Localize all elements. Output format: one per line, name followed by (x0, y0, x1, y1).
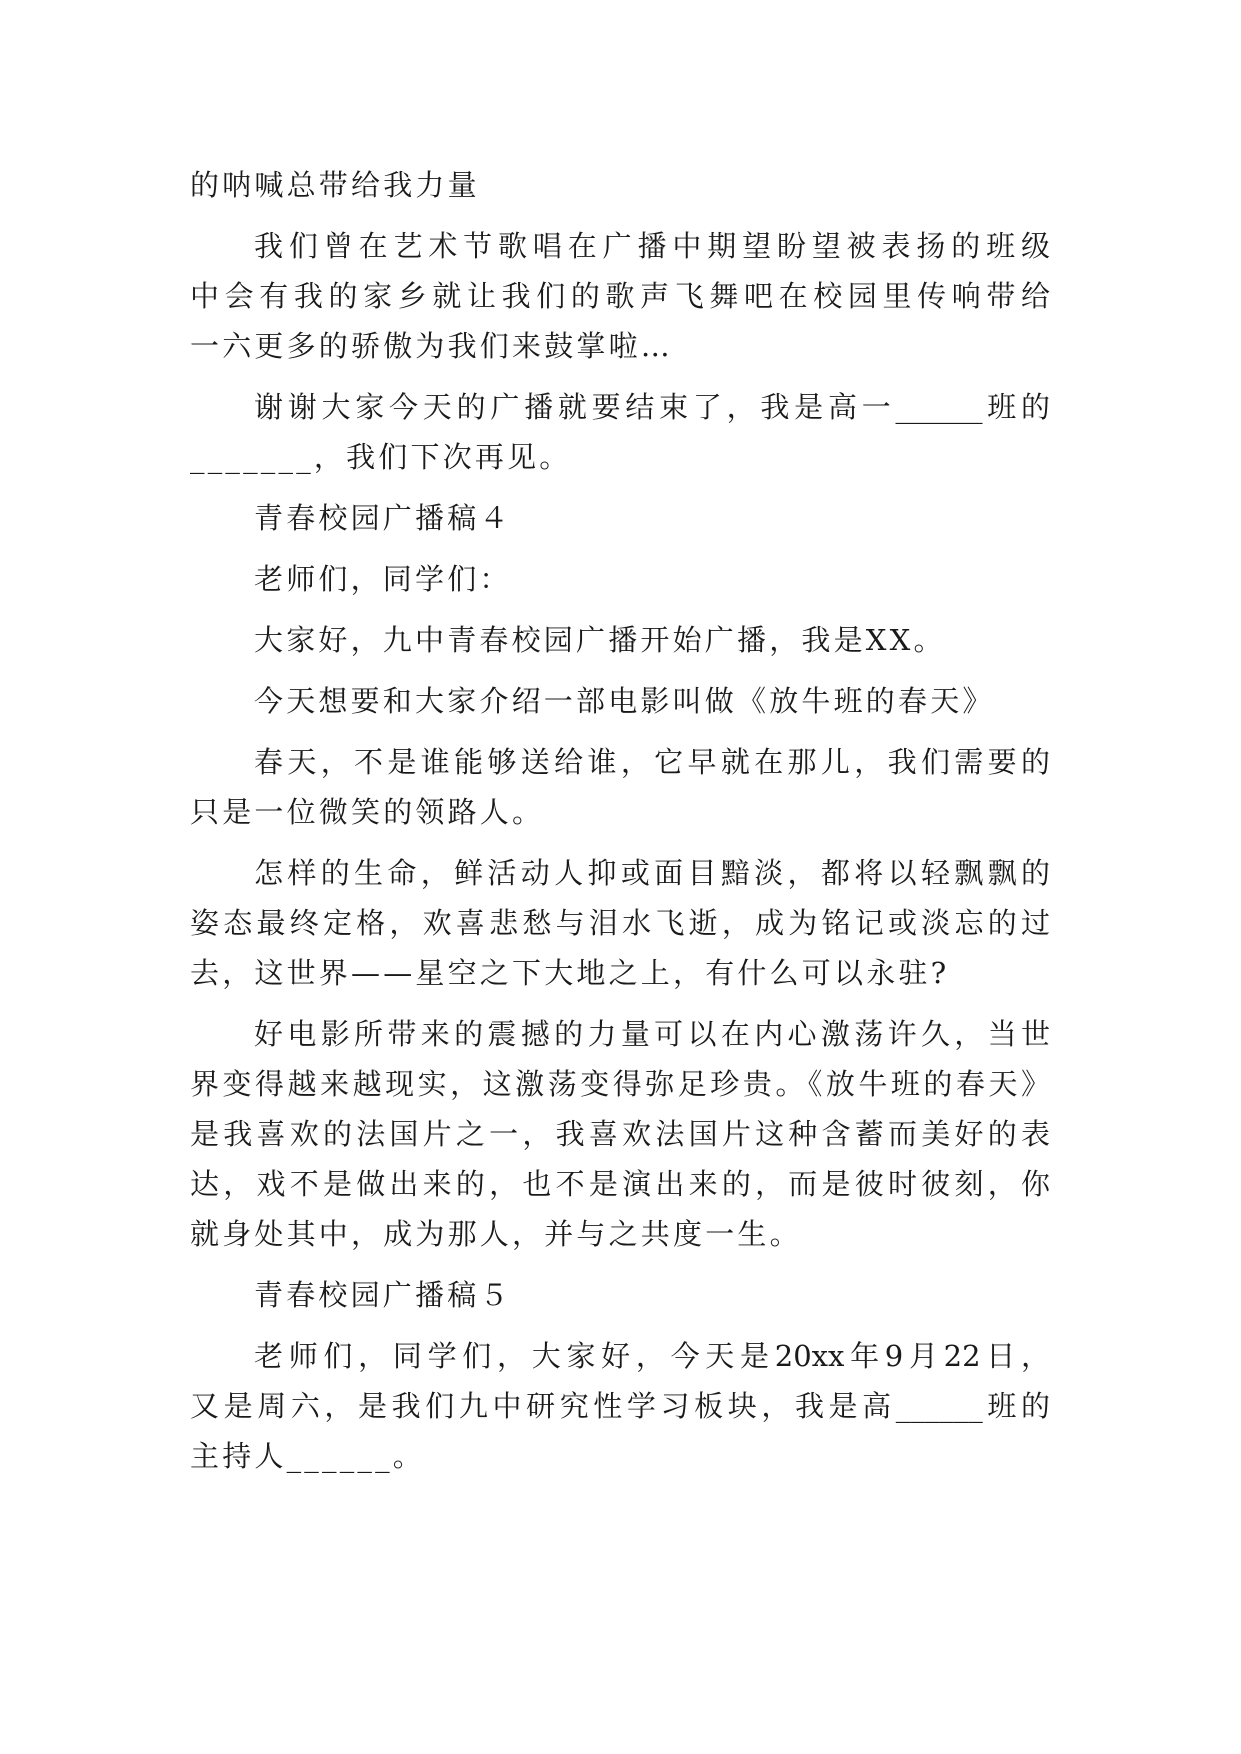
text-line: 只是一位微笑的领路人。 (190, 795, 545, 829)
document-page (190, 160, 1050, 1481)
text-line: 姿态最终定格，欢喜悲愁与泪水飞逝，成为铭记或淡忘的过 (190, 906, 1050, 940)
text-line: 是我喜欢的法国片之一，我喜欢法国片这种含蓄而美好的表 (190, 1117, 1050, 1151)
text-line: 老师们，同学们： (254, 562, 512, 596)
text-line: 达，戏不是做出来的，也不是演出来的，而是彼时彼刻，你 (190, 1167, 1050, 1201)
text-line: 怎样的生命，鲜活动人抑或面目黯淡，都将以轻飘飘的 (254, 856, 1050, 890)
text-line: 主持人______。 (190, 1439, 426, 1473)
section-heading: 青春校园广播稿４ (254, 501, 512, 535)
text-line: 界变得越来越现实，这激荡变得弥足珍贵。《放牛班的春天》 (190, 1067, 1050, 1101)
text-line: 的呐喊总带给我力量 (190, 168, 480, 202)
text-line: 今天想要和大家介绍一部电影叫做《放牛班的春天》 (254, 684, 995, 718)
text-line: 大家好，九中青春校园广播开始广播，我是XX。 (254, 623, 946, 657)
text-line: 又是周六，是我们九中研究性学习板块，我是高______班的 (190, 1389, 1050, 1423)
text-line: 一六更多的骄傲为我们来鼓掌啦… (190, 329, 674, 363)
text-line: 就身处其中，成为那人，并与之共度一生。 (190, 1217, 802, 1251)
text-line: 我们曾在艺术节歌唱在广播中期望盼望被表扬的班级 (254, 229, 1050, 263)
text-line: 老师们，同学们，大家好，今天是20xx年9月22日， (254, 1339, 1050, 1373)
section-heading: 青春校园广播稿５ (254, 1278, 512, 1312)
text-line: 中会有我的家乡就让我们的歌声飞舞吧在校园里传响带给 (190, 279, 1050, 313)
text-line: _______，我们下次再见。 (190, 440, 572, 474)
text-line: 去，这世界——星空之下大地之上，有什么可以永驻? (190, 956, 950, 990)
text-line: 春天，不是谁能够送给谁，它早就在那儿，我们需要的 (254, 745, 1050, 779)
text-line: 好电影所带来的震撼的力量可以在内心激荡许久，当世 (254, 1017, 1050, 1051)
text-line: 谢谢大家今天的广播就要结束了，我是高一______班的 (254, 390, 1050, 424)
